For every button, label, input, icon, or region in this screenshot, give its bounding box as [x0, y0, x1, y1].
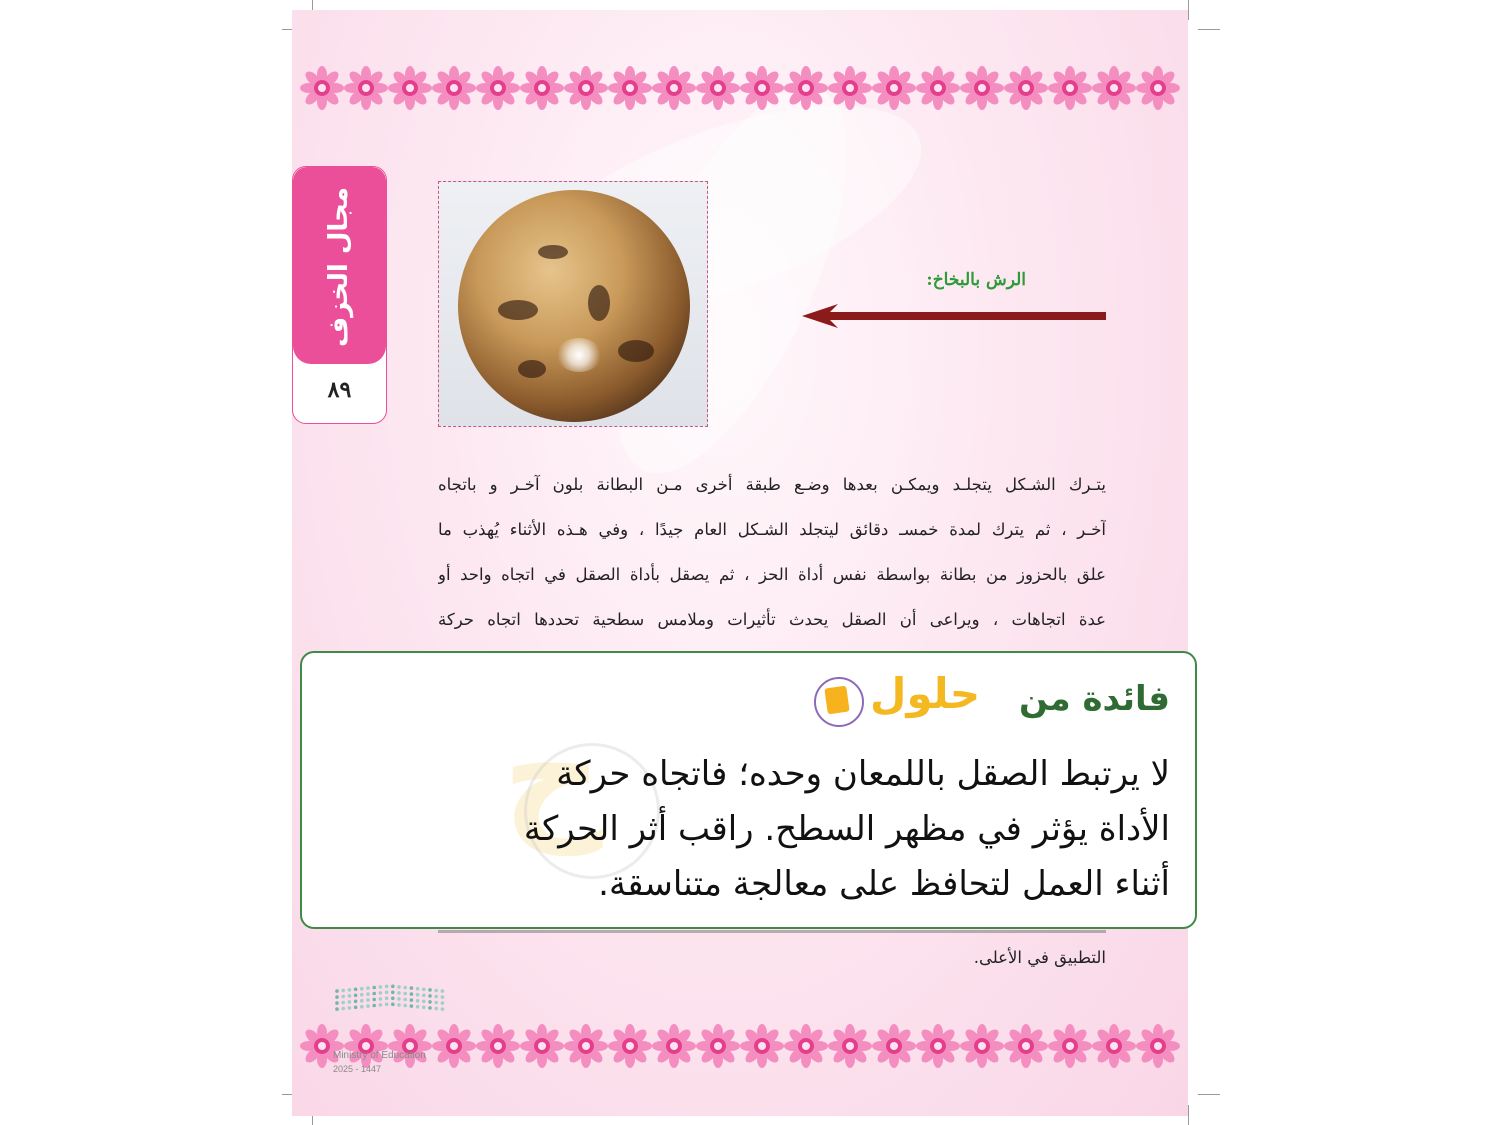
flower-icon: [564, 66, 608, 110]
flower-icon: [1092, 66, 1136, 110]
flower-icon: [784, 1024, 828, 1068]
ministry-dots-icon: [333, 980, 449, 1020]
chapter-title: مجال الخزف: [324, 187, 354, 347]
flower-icon: [740, 66, 784, 110]
arrow-left-icon: [802, 300, 1108, 332]
flower-icon: [608, 66, 652, 110]
flower-border-top: [292, 66, 1188, 116]
book-badge-icon: [814, 677, 864, 727]
crop-mark: [1198, 29, 1220, 30]
flower-icon: [344, 66, 388, 110]
flower-icon: [520, 1024, 564, 1068]
flower-icon: [476, 66, 520, 110]
flower-icon: [916, 66, 960, 110]
bowl-texture: [538, 245, 568, 259]
flower-icon: [828, 66, 872, 110]
paragraph-line: يتـرك الشـكل يتجلـد ويمكـن بعدها وضـع طبقة أخرى مـن البطانة بلون آخـر و باتجاه: [438, 475, 1106, 494]
flower-icon: [432, 66, 476, 110]
paragraph-line: علق بالحزوز من بطانة بواسطة نفس أداة الحز ، ثم يصقل بأداة الصقل في اتجاه واحد أو: [438, 565, 1106, 584]
bowl-highlight: [556, 338, 602, 372]
paragraph-line: عدة اتجاهات ، ويراعى أن الصقل يحدث تأثيرات وملامس سطحية تحددها اتجاه حركة: [438, 610, 1106, 629]
ministry-logo: [333, 980, 449, 1076]
ceramic-bowl-image: [458, 190, 690, 422]
page-number: ٨٩: [327, 377, 352, 403]
flower-icon: [564, 1024, 608, 1068]
bowl-texture: [498, 300, 538, 320]
tip-line: أثناء العمل لتحافظ على معالجة متناسقة.: [598, 864, 1170, 904]
flower-icon: [960, 1024, 1004, 1068]
flower-icon: [872, 66, 916, 110]
flower-icon: [608, 1024, 652, 1068]
flower-icon: [828, 1024, 872, 1068]
flower-icon: [652, 66, 696, 110]
flower-icon: [1092, 1024, 1136, 1068]
watermark: ح: [502, 693, 603, 856]
bowl-texture: [518, 360, 546, 378]
flower-icon: [388, 66, 432, 110]
tip-body: [350, 747, 1170, 912]
tip-line: لا يرتبط الصقل باللمعان وحده؛ فاتجاه حركة: [556, 754, 1170, 794]
flower-icon: [1004, 66, 1048, 110]
figure-label: الرش بالبخاخ:: [926, 270, 1026, 290]
body-paragraph: [438, 462, 1106, 642]
flower-icon: [1136, 66, 1180, 110]
flower-icon: [476, 1024, 520, 1068]
flower-icon: [1048, 1024, 1092, 1068]
flower-icon: [696, 1024, 740, 1068]
flower-icon: [1136, 1024, 1180, 1068]
flower-icon: [740, 1024, 784, 1068]
logo-word: حلول: [870, 669, 981, 718]
tip-line: الأداة يؤثر في مظهر السطح. راقب أثر الحركة: [523, 809, 1170, 849]
ministry-year: 2025 - 1447: [333, 1064, 382, 1074]
flower-icon: [872, 1024, 916, 1068]
chapter-tab: [292, 166, 387, 424]
hulul-logo: [814, 671, 982, 729]
flower-icon: [300, 66, 344, 110]
flower-icon: [1048, 66, 1092, 110]
crop-mark: [1198, 1094, 1220, 1095]
tip-box: [300, 651, 1197, 929]
flower-icon: [960, 66, 1004, 110]
chapter-tab-header: [293, 167, 386, 364]
bowl-texture: [588, 285, 610, 321]
paragraph-line: آخـر ، ثم يترك لمدة خمسـ دقائق ليتجلد الشـكل العام جيدًا ، وفي هـذه الأثناء يُهذب ما: [438, 520, 1106, 539]
bowl-photo: [438, 181, 708, 427]
flower-icon: [916, 1024, 960, 1068]
flower-icon: [652, 1024, 696, 1068]
ministry-name: Ministry of Education: [333, 1050, 426, 1061]
crop-mark: [1188, 1105, 1189, 1125]
flower-icon: [520, 66, 564, 110]
flower-icon: [696, 66, 740, 110]
crop-mark: [1188, 0, 1189, 20]
tip-title: فائدة من: [1019, 679, 1170, 719]
paragraph-end-line: التطبيق في الأعلى.: [973, 948, 1106, 967]
bowl-texture: [618, 340, 654, 362]
flower-icon: [1004, 1024, 1048, 1068]
flower-icon: [784, 66, 828, 110]
